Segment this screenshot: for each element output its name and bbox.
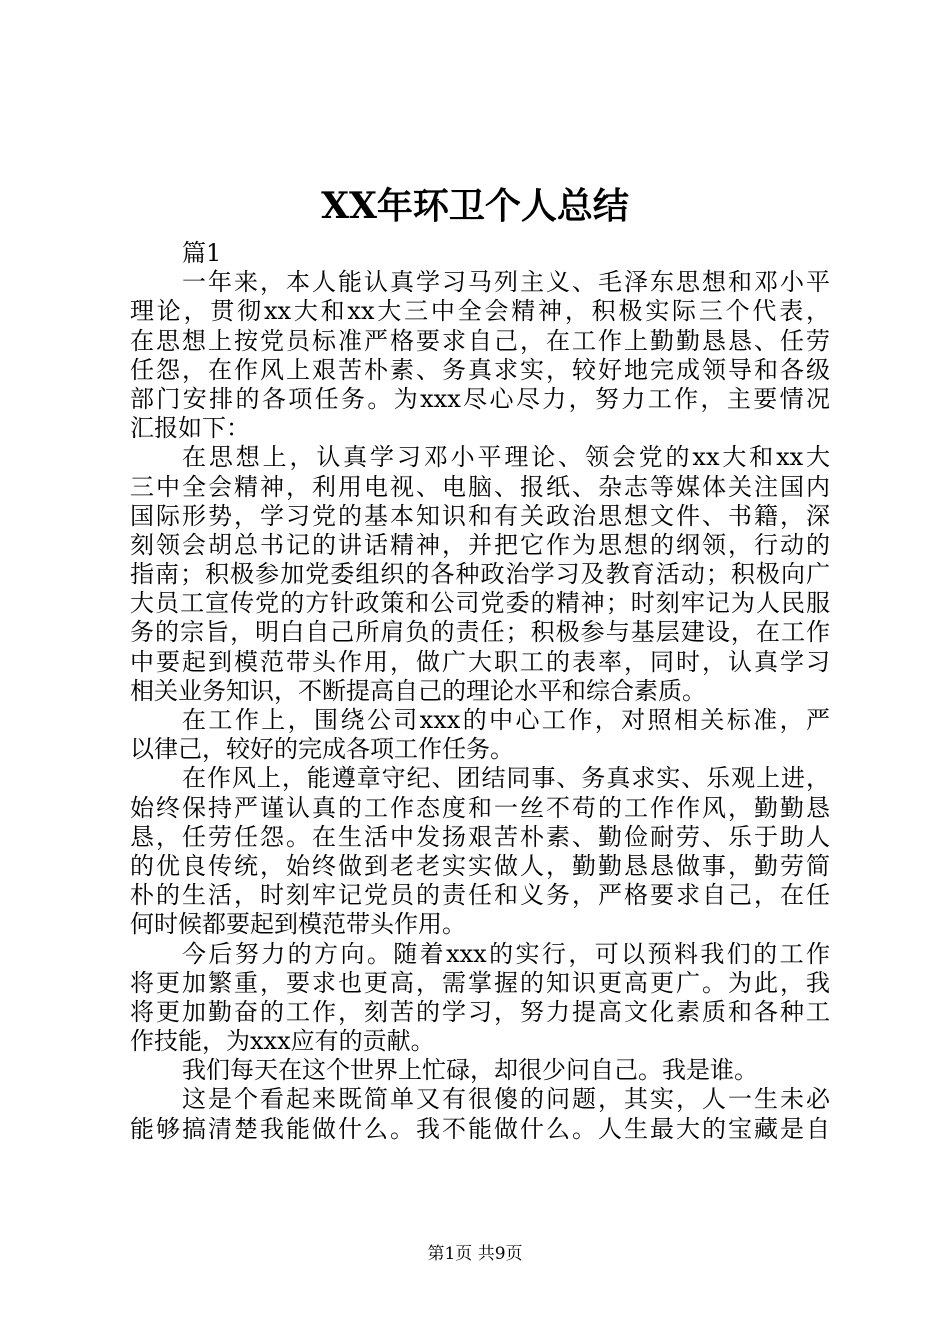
paragraph-line: 刻领会胡总书记的讲话精神，并把它作为思想的纲领，行动的 [130,530,830,559]
paragraph-line: 务的宗旨，明白自己所肩负的责任；积极参与基层建设，在工作 [130,618,830,647]
paragraph-line: 何时候都要起到模范带头作用。 [130,910,466,939]
paragraph-line: 国际形势，学习党的基本知识和有关政治思想文件、书籍，深 [130,501,830,530]
paragraph-line: 指南；积极参加党委组织的各种政治学习及教育活动；积极向广 [130,560,830,589]
paragraph-line: 以律己，较好的完成各项工作任务。 [130,735,514,764]
paragraph-line: 汇报如下： [130,414,250,443]
paragraph-line: 将更加繁重，要求也更高，需掌握的知识更高更广。为此，我 [130,968,830,997]
paragraph-line: 一年来，本人能认真学习马列主义、毛泽东思想和邓小平 [182,268,830,297]
paragraph-line: 的优良传统，始终做到老老实实做人，勤勤恳恳做事，勤劳简 [130,851,830,880]
page-footer: 第1页 共9页 [427,1244,523,1264]
paragraph-line: 在作风上，能遵章守纪、团结同事、务真求实、乐观上进， [182,764,830,793]
paragraph-line: 三中全会精神，利用电视、电脑、报纸、杂志等媒体关注国内 [130,472,830,501]
paragraph-line: 我们每天在这个世界上忙碌，却很少问自己。我是谁。 [182,1056,758,1085]
paragraph-line: 作技能，为xxx应有的贡献。 [130,1027,435,1056]
paragraph-line: 始终保持严谨认真的工作态度和一丝不苟的工作作风，勤勤恳 [130,793,830,822]
paragraph-line: 任怨，在作风上艰苦朴素、务真求实，较好地完成领导和各级 [130,355,830,384]
paragraph-line: 理论，贯彻xx大和xx大三中全会精神，积极实际三个代表， [130,297,830,326]
paragraph-line: 部门安排的各项任务。为xxx尽心尽力，努力工作，主要情况 [130,384,830,413]
paragraph-line: 朴的生活，时刻牢记党员的责任和义务，严格要求自己，在任 [130,881,830,910]
paragraph-line: 在思想上，认真学习邓小平理论、领会党的xx大和xx大 [182,443,830,472]
paragraph-line: 将更加勤奋的工作，刻苦的学习，努力提高文化素质和各种工 [130,997,830,1026]
paragraph-line: 中要起到模范带头作用，做广大职工的表率，同时，认真学习 [130,647,830,676]
paragraph-line: 大员工宣传党的方针政策和公司党委的精神；时刻牢记为人民服 [130,589,830,618]
paragraph-line: 这是个看起来既简单又有很傻的问题，其实，人一生未必 [182,1085,830,1114]
section-label: 篇1 [182,239,222,267]
paragraph-line: 今后努力的方向。随着xxx的实行，可以预料我们的工作 [182,939,830,968]
paragraph-line: 能够搞清楚我能做什么。我不能做什么。人生最大的宝藏是自 [130,1114,830,1143]
paragraph-line: 相关业务知识，不断提高自己的理论水平和综合素质。 [130,676,706,705]
paragraph-line: 在工作上，围绕公司xxx的中心工作，对照相关标准，严 [182,706,830,734]
document-title: XX年环卫个人总结 [321,185,629,227]
paragraph-line: 在思想上按党员标准严格要求自己，在工作上勤勤恳恳、任劳 [130,326,830,355]
paragraph-line: 恳，任劳任怨。在生活中发扬艰苦朴素、勤俭耐劳、乐于助人 [130,822,830,851]
document-body [130,239,830,1144]
